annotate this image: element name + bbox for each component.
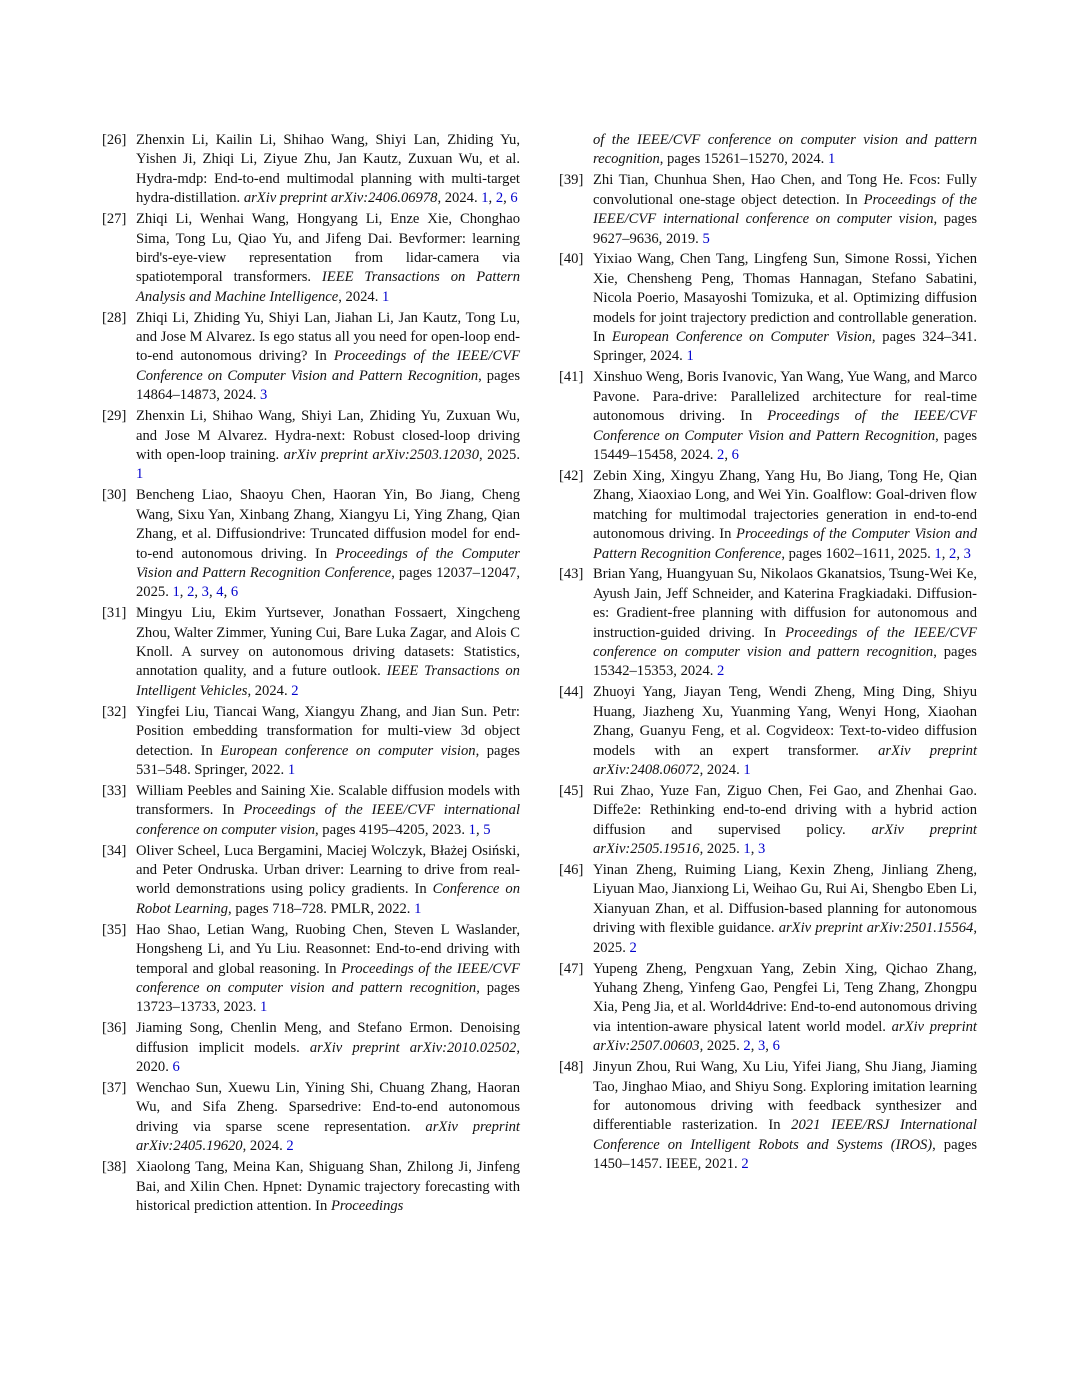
reference-text: Zhenxin Li, Kailin Li, Shihao Wang, Shiyi Lan, Zhiding Yu, Yishen Ji, Zhiqi Li, Ziyue Zhu, Jan Kautz, Zuxuan Wu, et al. Hydra-mdp: End-to-end multimodal planning with multi-target hydra-distillation.	[136, 132, 520, 207]
reference-entry	[593, 131, 977, 170]
backref-page-link[interactable]: 2	[187, 584, 195, 601]
reference-text: , pages 9627–9636, 2019.	[593, 211, 977, 247]
reference-number: [37]	[102, 1080, 127, 1096]
reference-text: , pages 15261–15270, 2024.	[659, 151, 828, 168]
reference-text: ,	[208, 584, 217, 601]
backref-page-link[interactable]: 6	[510, 190, 518, 207]
reference-venue: arXiv preprint arXiv:2010.02502	[309, 1039, 517, 1056]
reference-venue: Proceedings of the IEEE/CVF international conference on computer vision	[593, 191, 977, 228]
reference-text: Yixiao Wang, Chen Tang, Lingfeng Sun, Simone Rossi, Yichen Xie, Chensheng Peng, Thomas Hannagan, Stefano Sabatini, Nicola Poerio, Masayoshi Tomizuka, et al. Optimizing diffusion models for joint trajectory prediction and controllable generation. In	[593, 251, 977, 346]
reference-number: [34]	[102, 842, 127, 859]
reference-text: , 2020.	[136, 1039, 520, 1076]
reference-venue: Conference on Robot Learning	[136, 881, 520, 917]
reference-text: , pages 14864–14873, 2024.	[136, 367, 521, 404]
reference-text: , 2024.	[247, 682, 292, 699]
reference-venue: Proceedings of the IEEE/CVF conference on computer vision and pattern recognition	[136, 960, 520, 996]
reference-text: Zhiqi Li, Zhiding Yu, Shiyi Lan, Jiahan Li, Jan Kautz, Tong Lu, and Jose M Alvarez. Is ego status all you need for open-loop end-to-end autonomous driving? In	[136, 309, 520, 365]
reference-text: , pages 13723–13733, 2023.	[136, 979, 520, 1016]
reference-text: , pages 12037–12047, 2025.	[136, 564, 521, 601]
reference-number: [40]	[559, 251, 584, 268]
reference-venue: IEEE Transactions on Pattern Analysis and Machine Intelligence	[136, 269, 520, 305]
reference-text: Mingyu Liu, Ekim Yurtsever, Jonathan Fossaert, Xingcheng Zhou, Walter Zimmer, Yuning Cui, Bare Luka Zagar, and Alois C Knoll. A survey on autonomous driving datasets: Statistics, annotation quality, and a future outlook.	[136, 605, 520, 680]
reference-text: , 2024.	[338, 288, 383, 305]
reference-text: ,	[724, 447, 732, 463]
reference-entry	[102, 407, 520, 485]
reference-number: [48]	[559, 1059, 584, 1076]
reference-text: , 2025.	[479, 447, 520, 463]
reference-text: Yinan Zheng, Ruiming Liang, Kexin Zheng, Jinliang Zheng, Liyuan Mao, Jianxiong Li, Weihao Gu, Rui Ai, Shengbo Eben Li, Xianyuan Zhan, et al. Diffusion-based planning for autonomous driving with flexible guidance.	[593, 862, 977, 937]
reference-text: Rui Zhao, Yuze Fan, Ziguo Chen, Fei Gao, and Zhenhai Gao. Diffe2e: Rethinking end-to-end driving with a hybrid action diffusion and supervised policy.	[593, 782, 977, 838]
reference-venue: arXiv preprint arXiv:2503.12030	[283, 447, 479, 463]
reference-text: , pages 15449–15458, 2024.	[593, 427, 978, 463]
reference-venue: arXiv preprint arXiv:2505.19516	[593, 821, 977, 858]
reference-text: Xiaolong Tang, Meina Kan, Shiguang Shan, Zhilong Ji, Jinfeng Bai, and Xilin Chen. Hpnet: Dynamic trajectory forecasting with historical prediction attention. In	[136, 1159, 520, 1214]
reference-text: , 2024.	[437, 190, 482, 207]
reference-entry	[559, 1058, 977, 1174]
backref-page-link[interactable]: 2	[495, 190, 504, 207]
reference-entry	[559, 565, 977, 681]
reference-text: Jiaming Song, Chenlin Meng, and Stefano Ermon. Denoising diffusion implicit models.	[136, 1020, 520, 1056]
backref-page-link[interactable]: 1	[382, 288, 390, 305]
reference-text: , 2025.	[699, 1038, 744, 1055]
reference-text: Zhenxin Li, Shihao Wang, Shiyi Lan, Zhiding Yu, Zuxuan Wu, and Jose M Alvarez. Hydra-next: Robust closed-loop driving with open-loop training.	[136, 408, 520, 463]
backref-page-link[interactable]: 6	[172, 1059, 180, 1076]
backref-page-link[interactable]: 6	[731, 447, 739, 463]
references-right-column	[559, 131, 978, 1176]
reference-entry	[559, 467, 977, 564]
reference-text: , pages 324–341. Springer, 2024.	[593, 329, 977, 365]
reference-entry	[102, 486, 521, 602]
backref-page-link[interactable]: 2	[743, 1038, 751, 1055]
reference-number: [26]	[102, 132, 127, 148]
reference-text: ,	[750, 1038, 758, 1055]
reference-entry	[559, 683, 977, 780]
reference-text: , 2025.	[699, 841, 744, 858]
reference-text: Bencheng Liao, Shaoyu Chen, Haoran Yin, Bo Jiang, Cheng Wang, Sixu Yan, Xinbang Zhang, Xiangyu Li, Ying Zhang, Qian Zhang, et al. Diffusiondrive: Truncated diffusion model for end-to-end autonomous driving. In	[136, 487, 520, 562]
reference-text: , pages 15342–15353, 2024.	[593, 644, 977, 680]
reference-entry	[102, 309, 521, 406]
reference-number: [32]	[102, 703, 127, 720]
backref-page-link[interactable]: 1	[827, 151, 836, 168]
reference-entry	[102, 782, 520, 840]
backref-page-link[interactable]: 1	[136, 466, 144, 483]
backref-page-link[interactable]: 1	[743, 841, 751, 858]
reference-entry	[102, 703, 520, 781]
reference-text: ,	[194, 584, 202, 601]
reference-number: [27]	[102, 211, 127, 228]
reference-entry	[102, 1158, 520, 1216]
reference-text: Zhiqi Li, Wenhai Wang, Hongyang Li, Enze Xie, Chonghao Sima, Tong Lu, Qiao Yu, and Jifeng Dai. Bevformer: learning bird's-eye-view representation from lidar-camera via spatiotemporal transformers.	[136, 211, 520, 286]
backref-page-link[interactable]: 6	[772, 1038, 780, 1055]
reference-number: [47]	[559, 960, 584, 977]
reference-text: Wenchao Sun, Xuewu Lin, Yining Shi, Chuang Zhang, Haoran Wu, and Sifa Zheng. Sparsedrive: End-to-end autonomous driving via sparse scene representation.	[136, 1080, 520, 1135]
reference-entry	[559, 960, 978, 1057]
reference-text: Oliver Scheel, Luca Bergamini, Maciej Wolczyk, Błażej Osiński, and Peter Ondruska. Urban driver: Learning to drive from real-world demonstrations using policy gradients. In	[136, 842, 520, 898]
backref-page-link[interactable]: 2	[741, 1156, 749, 1173]
backref-page-link[interactable]: 1	[468, 821, 476, 838]
reference-entry	[559, 782, 977, 860]
reference-number: [29]	[102, 408, 127, 425]
reference-venue: IEEE Transactions on Intelligent Vehicles	[136, 663, 520, 699]
backref-page-link[interactable]: 3	[260, 387, 268, 404]
reference-text: , 2024.	[242, 1138, 287, 1155]
reference-venue: Proceedings of the Computer Vision and Pattern Recognition Conference	[136, 545, 520, 581]
reference-venue: arXiv preprint arXiv:2408.06072	[593, 742, 977, 778]
reference-number: [36]	[102, 1020, 127, 1037]
reference-text: Jinyun Zhou, Rui Wang, Xu Liu, Yifei Jiang, Shu Jiang, Jiaming Tao, Jinghao Miao, and Shiyu Song. Exploring imitation learning for autonomous driving with feedback synthesizer and differentiable rasterization. In	[593, 1059, 977, 1134]
backref-page-link[interactable]: 2	[717, 447, 725, 463]
reference-venue: arXiv preprint arXiv:2406.06978	[243, 190, 438, 207]
reference-entry	[559, 250, 977, 366]
backref-page-link[interactable]: 1	[287, 762, 296, 778]
reference-venue: arXiv preprint arXiv:2507.00603	[593, 1018, 977, 1055]
backref-page-link[interactable]: 5	[702, 230, 710, 247]
reference-number: [35]	[102, 921, 127, 938]
references-left-column	[102, 131, 521, 1218]
reference-entry	[102, 1019, 520, 1077]
reference-number: [42]	[559, 467, 584, 484]
reference-venue: Proceedings of the Computer Vision and Pattern Recognition Conference	[593, 526, 977, 562]
reference-entry	[559, 861, 978, 958]
reference-number: [28]	[102, 309, 127, 326]
reference-venue: Proceedings of the IEEE/CVF Conference on Computer Vision and Pattern Recognition	[593, 408, 977, 444]
reference-text: ,	[503, 190, 511, 207]
reference-text: ,	[223, 584, 231, 601]
backref-page-link[interactable]: 5	[483, 821, 491, 838]
reference-text: ,	[956, 545, 964, 562]
reference-text: ,	[765, 1038, 773, 1055]
reference-text: , 2025.	[593, 920, 978, 956]
backref-page-link[interactable]: 2	[286, 1138, 294, 1155]
reference-entry	[559, 368, 978, 465]
reference-number: [39]	[559, 172, 584, 189]
reference-number: [33]	[102, 782, 127, 799]
reference-number: [43]	[559, 566, 584, 583]
backref-page-link[interactable]: 2	[629, 939, 637, 956]
backref-page-link[interactable]: 1	[743, 762, 751, 778]
backref-page-link[interactable]: 3	[757, 1038, 766, 1055]
reference-venue: Proceedings of the IEEE/CVF Conference on Computer Vision and Pattern Recognition	[136, 348, 520, 384]
reference-venue: arXiv preprint arXiv:2405.19620	[136, 1118, 520, 1155]
reference-number: [45]	[559, 782, 584, 799]
reference-number: [38]	[102, 1159, 127, 1176]
reference-entry	[102, 1079, 520, 1157]
reference-entry	[559, 171, 977, 249]
backref-page-link[interactable]: 1	[934, 545, 942, 562]
reference-text: Yupeng Zheng, Pengxuan Yang, Zebin Xing, Qichao Zhang, Yuhang Zheng, Yinfeng Gao, Pengfei Li, Teng Zhang, Zhongpu Xia, Peng Jia, et al. World4drive: End-to-end autonomous driving via intention-aware physical latent world model.	[593, 960, 978, 1035]
reference-entry	[102, 921, 520, 1018]
backref-page-link[interactable]: 1	[481, 190, 489, 207]
backref-page-link[interactable]: 2	[291, 682, 299, 699]
reference-text: Zhuoyi Yang, Jiayan Teng, Wendi Zheng, Ming Ding, Shiyu Huang, Jiazheng Xu, Yuanming Yang, Wenyi Hong, Xiaohan Zhang, Guanyu Feng, et al. Cogvideox: Text-to-video diffusion models with an expert transformer.	[593, 684, 977, 759]
backref-page-link[interactable]: 3	[201, 584, 209, 601]
reference-text: Hao Shao, Letian Wang, Ruobing Chen, Steven L Waslander, Hongsheng Li, and Yu Liu. Reasonnet: End-to-end driving with temporal and global reasoning. In	[136, 921, 520, 977]
reference-text: ,	[941, 545, 950, 562]
reference-text: , 2024.	[699, 762, 744, 778]
reference-text: ,	[179, 584, 188, 601]
reference-venue: Proceedings of the IEEE/CVF international conference on computer vision	[136, 802, 520, 838]
reference-venue: European conference on computer vision	[220, 742, 476, 759]
reference-text: , pages 4195–4205, 2023.	[315, 821, 469, 838]
reference-text: William Peebles and Saining Xie. Scalable diffusion models with transformers. In	[136, 782, 520, 819]
reference-text: Zhi Tian, Chunhua Shen, Hao Chen, and Tong He. Fcos: Fully convolutional one-stage object detection. In	[593, 172, 977, 208]
backref-page-link[interactable]: 2	[717, 663, 725, 680]
backref-page-link[interactable]: 6	[230, 584, 239, 601]
backref-page-link[interactable]: 1	[414, 900, 422, 917]
reference-venue: arXiv preprint arXiv:2501.15564	[778, 920, 974, 937]
reference-text: ,	[750, 841, 758, 858]
reference-text: , pages 531–548. Springer, 2022.	[136, 742, 520, 778]
reference-entry	[102, 604, 520, 701]
reference-venue: European Conference on Computer Vision	[611, 329, 872, 346]
reference-text: Zebin Xing, Xingyu Zhang, Yang Hu, Bo Jiang, Tong He, Qian Zhang, Xiaoxiao Long, and Wei Yin. Goalflow: Goal-driven flow matching for multimodal trajectories generation in end-to-end autonomous driving. In	[593, 467, 977, 543]
reference-number: [41]	[559, 369, 584, 386]
reference-text: Yingfei Liu, Tiancai Wang, Xiangyu Zhang, and Jian Sun. Petr: Position embedding transformation for multi-view 3d object detection. In	[136, 703, 520, 759]
backref-page-link[interactable]: 3	[963, 545, 971, 562]
reference-number: [30]	[102, 487, 127, 504]
reference-number: [31]	[102, 605, 127, 622]
backref-page-link[interactable]: 4	[216, 584, 224, 601]
reference-entry	[102, 842, 520, 920]
reference-text: , pages 1450–1457. IEEE, 2021.	[593, 1136, 977, 1173]
reference-number: [46]	[559, 862, 584, 879]
reference-text: Xinshuo Weng, Boris Ivanovic, Yan Wang, Yue Wang, and Marco Pavone. Para-drive: Parallelized architecture for real-time autonomous driving. In	[593, 369, 977, 425]
reference-venue: Proceedings	[330, 1197, 404, 1214]
reference-text: ,	[475, 821, 484, 838]
reference-text: , pages 718–728. PMLR, 2022.	[228, 900, 415, 917]
backref-page-link[interactable]: 2	[949, 545, 957, 562]
reference-venue: Proceedings of the IEEE/CVF conference on computer vision and pattern recognition	[593, 624, 977, 661]
reference-entry	[102, 131, 520, 209]
reference-text: , pages 1602–1611, 2025.	[781, 545, 935, 562]
backref-page-link[interactable]: 1	[686, 348, 694, 365]
reference-venue: 2021 IEEE/RSJ International Conference on Intelligent Robots and Systems (IROS)	[593, 1117, 977, 1153]
reference-text: Brian Yang, Huangyuan Su, Nikolaos Gkanatsios, Tsung-Wei Ke, Ayush Jain, Jeff Schneider, and Katerina Fragkiadaki. Diffusion-es: Gradient-free planning with diffusion for autonomous and instruction-guided driving. In	[593, 566, 977, 641]
backref-page-link[interactable]: 1	[260, 999, 268, 1016]
reference-venue: of the IEEE/CVF conference on computer vision and pattern recognition	[593, 132, 977, 168]
backref-page-link[interactable]: 3	[757, 841, 766, 858]
reference-number: [44]	[559, 684, 584, 701]
reference-text: ,	[488, 190, 496, 207]
reference-entry	[102, 210, 520, 307]
backref-page-link[interactable]: 1	[172, 584, 180, 601]
